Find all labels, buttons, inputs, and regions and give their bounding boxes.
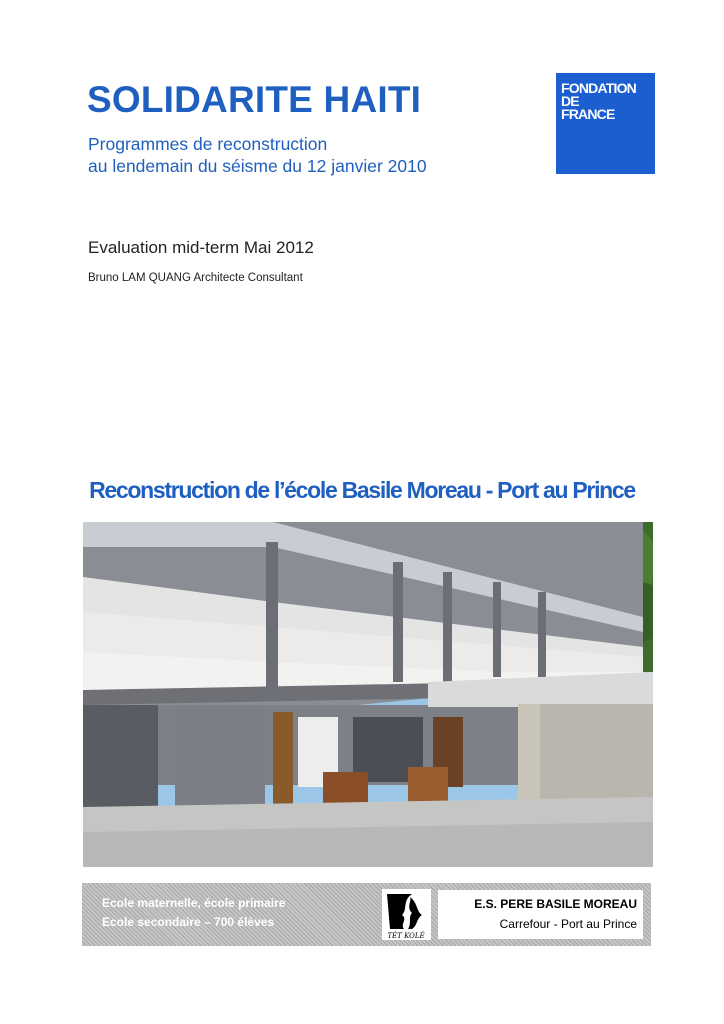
info-line-2: Ecole secondaire – 700 élèves <box>102 915 275 929</box>
tet-kole-logo-text: TÈT KOLÉ <box>387 932 425 940</box>
logo-line-3: FRANCE <box>561 106 615 122</box>
subtitle <box>88 133 427 177</box>
school-building-photo <box>83 522 653 867</box>
tet-kole-logo-graphic <box>382 889 431 940</box>
info-line-1: Ecole maternelle, école primaire <box>102 896 286 910</box>
school-info-box <box>438 890 643 939</box>
fondation-de-france-logo <box>556 73 655 174</box>
page-title: SOLIDARITE HAITI <box>87 79 422 120</box>
school-name: E.S. PERE BASILE MOREAU <box>474 897 637 911</box>
subtitle-line-1: Programmes de reconstruction <box>88 134 328 154</box>
section-heading: Reconstruction de l’école Basile Moreau - Port au Prince <box>89 477 635 503</box>
logo-line-1: FONDATION <box>561 80 636 96</box>
subtitle-line-2: au lendemain du séisme du 12 janvier 2010 <box>88 156 427 176</box>
building-illustration <box>83 522 653 867</box>
school-location: Carrefour - Port au Prince <box>499 917 637 931</box>
info-bar <box>82 883 651 946</box>
tet-kole-logo <box>382 889 431 940</box>
logo-line-2: DE <box>561 93 579 109</box>
evaluation-title: Evaluation mid-term Mai 2012 <box>88 238 314 257</box>
author-line: Bruno LAM QUANG Architecte Consultant <box>88 272 303 284</box>
